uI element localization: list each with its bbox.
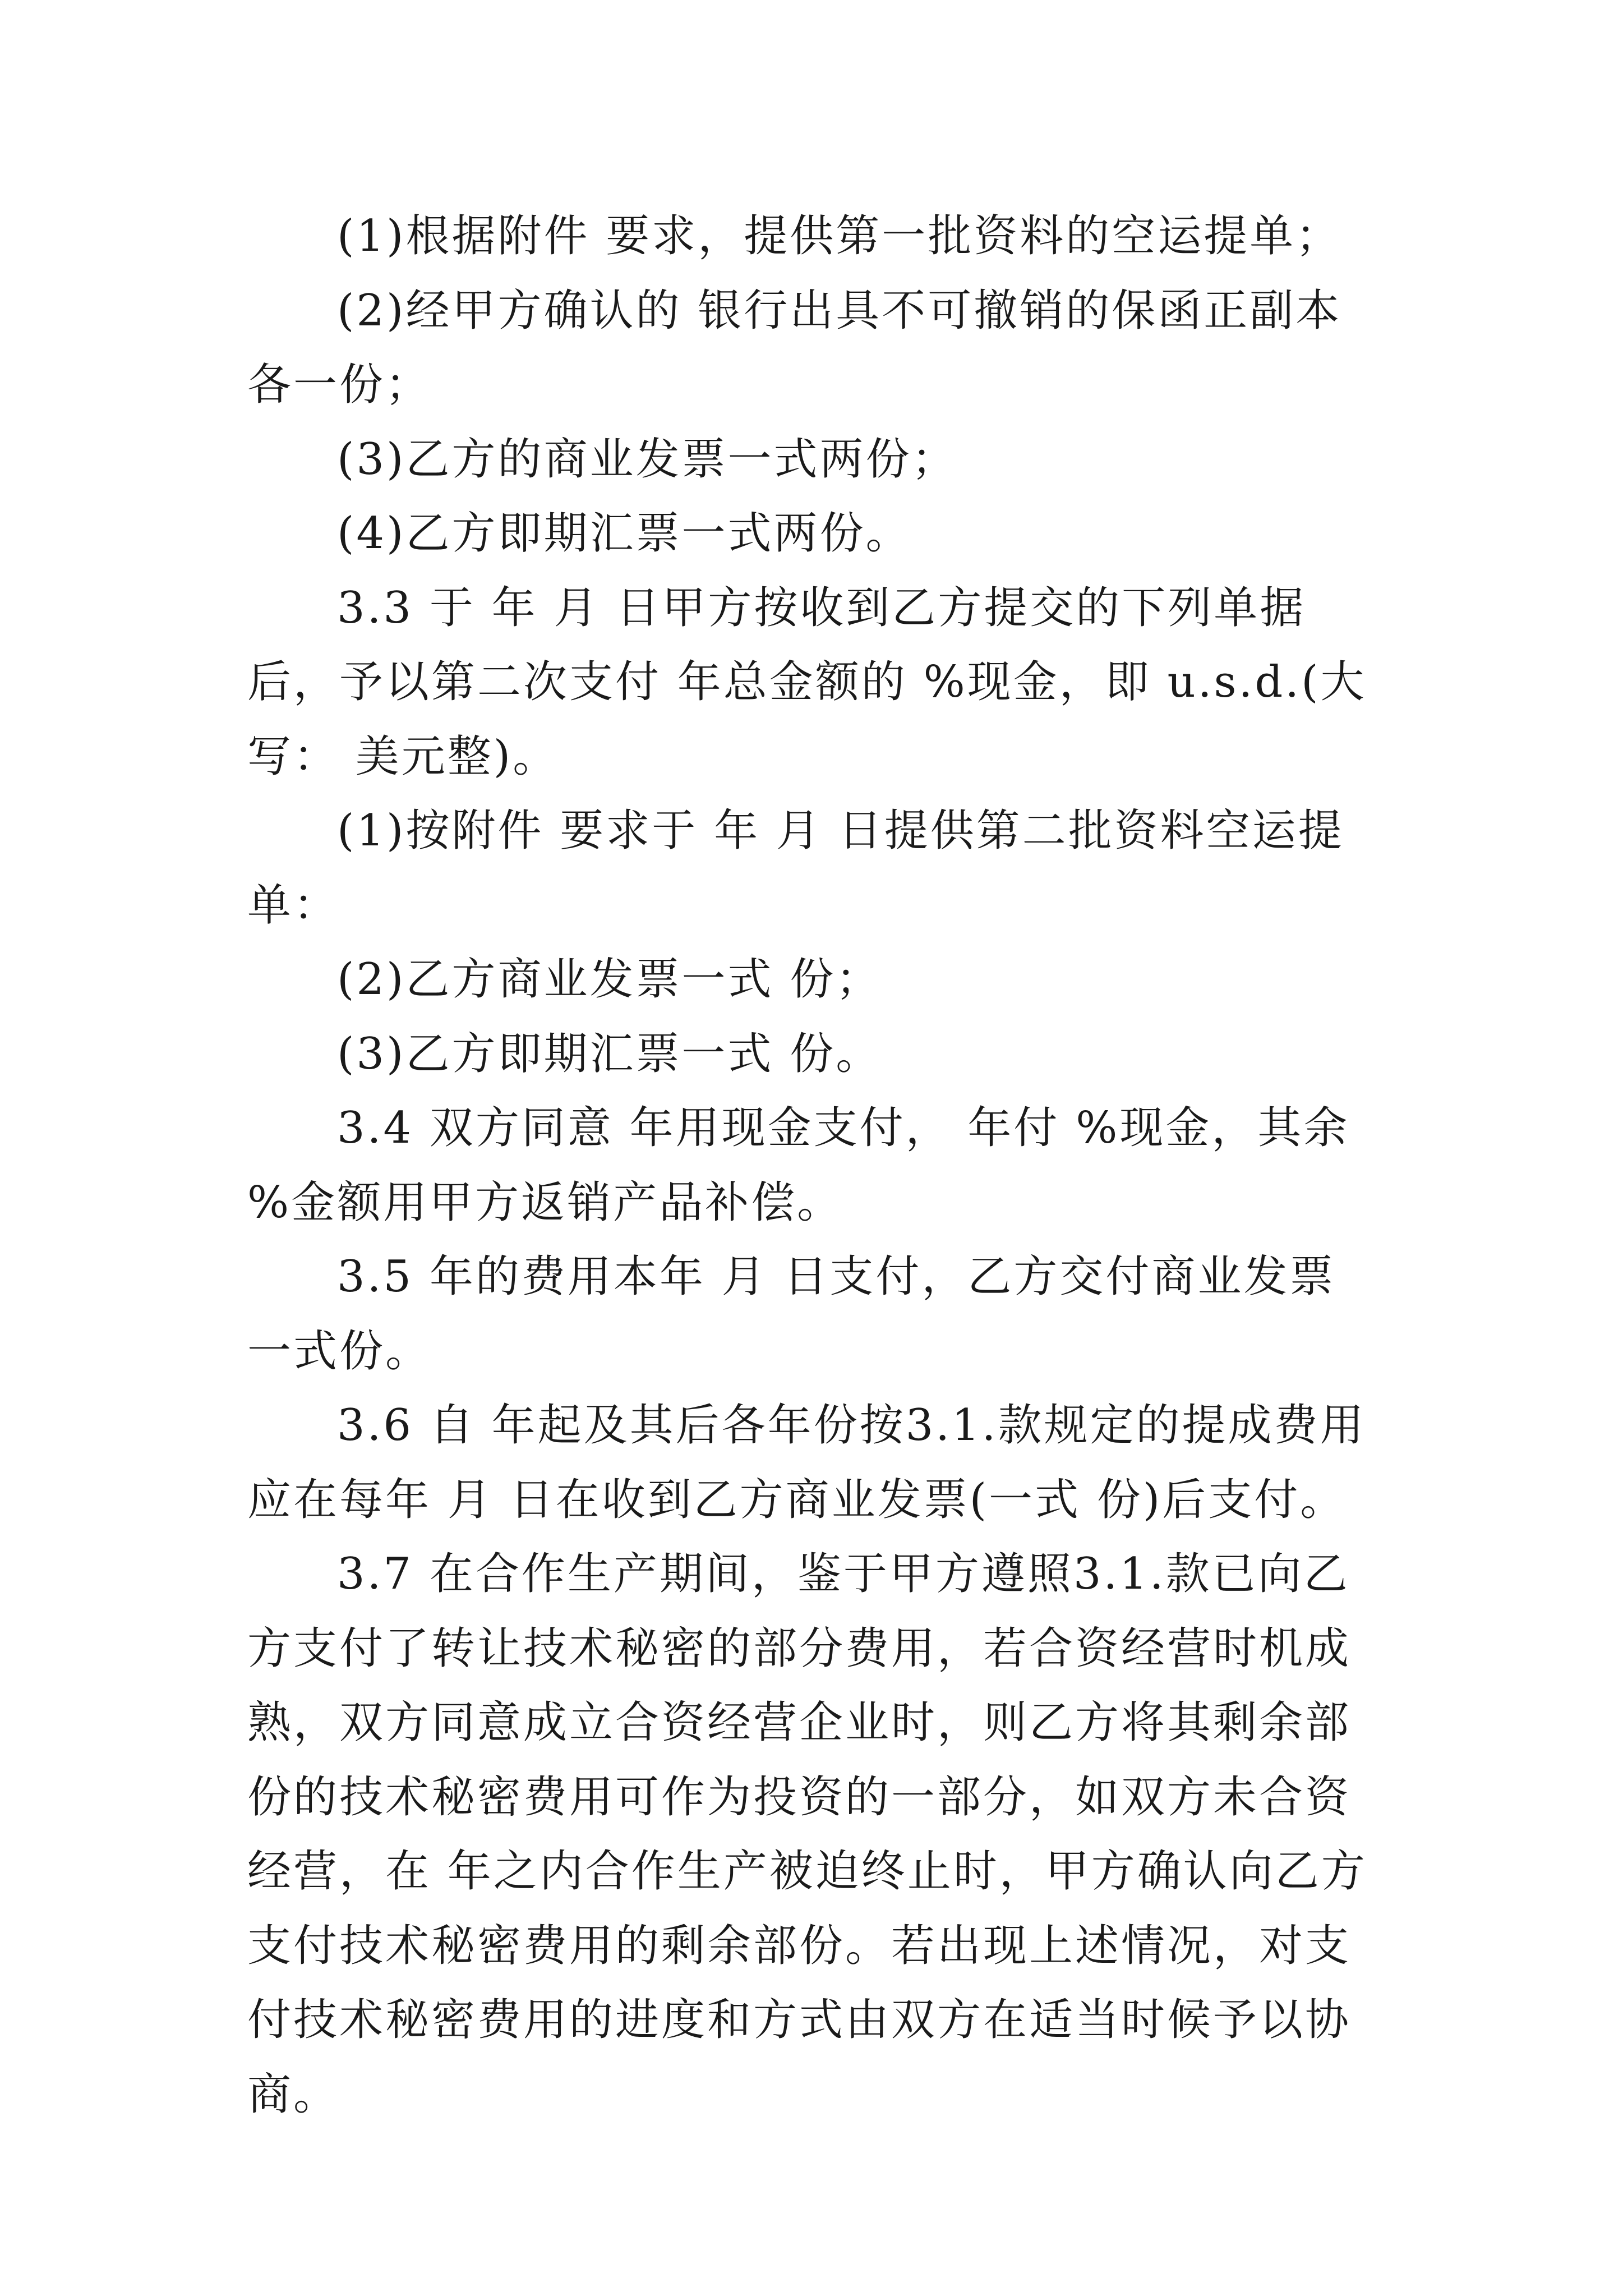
paragraph-item-4-4: (4)乙方即期汇票一式两份。 <box>337 508 912 559</box>
document-body <box>247 199 1380 2132</box>
paragraph-item-1-1: (1)根据附件 要求，提供第一批资料的空运提单； <box>337 211 1342 261</box>
paragraph-clause-3-4: 3.4 双方同意 年用现金支付， 年付 %现金，其余 %金额用甲方返销产品补偿。 <box>247 1103 1350 1228</box>
paragraph-clause-3-6: 3.6 自 年起及其后各年份按3.1.款规定的提成费用应在每年 月 日在收到乙方商业发票(一式 份)后支付。 <box>247 1400 1366 1525</box>
paragraph-item-3-3: (3)乙方的商业发票一式两份； <box>337 434 958 485</box>
paragraph-item-1-6: (1)按附件 要求于 年 月 日提供第二批资料空运提单： <box>247 806 1344 931</box>
paragraph-clause-3-3: 3.3 于 年 月 日甲方按收到乙方提交的下列单据后，予以第二次支付 年总金额的 %现金，即 u.s.d.(大写： 美元整)。 <box>247 582 1367 782</box>
paragraph-clause-3-7: 3.7 在合作生产期间，鉴于甲方遵照3.1.款已向乙方支付了转让技术秘密的部分费用，若合资经营时机成熟，双方同意成立合资经营企业时，则乙方将其剩余部份的技术秘密费用可作为投资的一部分，如双方未合资经营，在 年之内合作生产被迫终止时，甲方确认向乙方支付技术秘密费用的剩余部份。若出现上述情况，对支付技术秘密费用的进度和方式由双方在适当时候予以协商。 <box>247 1549 1367 2120</box>
paragraph-item-2-2: (2)经甲方确认的 银行出具不可撤销的保函正副本各一份； <box>247 285 1342 410</box>
paragraph-clause-3-5: 3.5 年的费用本年 月 日支付，乙方交付商业发票一式份。 <box>247 1251 1336 1377</box>
paragraph-item-3-8: (3)乙方即期汇票一式 份。 <box>337 1028 882 1079</box>
paragraph-item-2-7: (2)乙方商业发票一式 份； <box>337 954 882 1005</box>
